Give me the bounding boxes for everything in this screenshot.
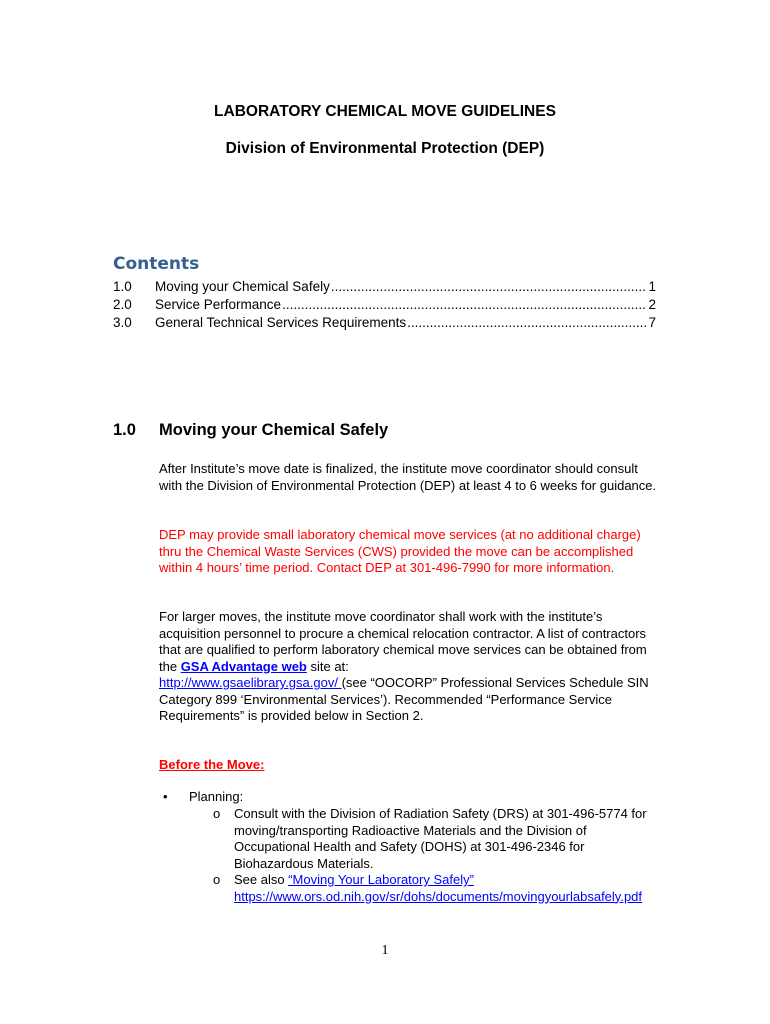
sub-bullet-marker: o — [213, 872, 221, 887]
sub-bullet-drs-dohs: Consult with the Division of Radiation Safety (DRS) at 301-496-5774 for moving/transporting Radioactive Materials and the Division of Occupational Health and Safety (DOHS) at 301-496-2346 for Biohazardous Materials. — [234, 806, 647, 871]
paragraph-dep-services: DEP may provide small laboratory chemical move services (at no additional charge) thru the Chemical Waste Services (CWS) provided the move can be accomplished within 4 hours’ time period. Contact DEP at 301-496-7990 for more information. — [159, 527, 641, 575]
toc-entry-number: 2.0 — [113, 297, 132, 312]
toc-entry-page: 2 — [648, 297, 656, 312]
toc-entry-3[interactable] — [113, 315, 656, 333]
section-title: Moving your Chemical Safely — [159, 421, 389, 439]
toc-entry-label: Moving your Chemical Safely — [155, 279, 330, 294]
paragraph-text: (see “OOCORP” Professional Services Schedule SIN Category 899 ‘Environmental Services’). Recommended “Performance Service Requirements” is provided below in Section 2. — [159, 675, 649, 723]
toc-entry-number: 1.0 — [113, 279, 132, 294]
document-title: LABORATORY CHEMICAL MOVE GUIDELINES — [214, 103, 556, 120]
section-heading — [113, 421, 388, 440]
bullet-planning-label: Planning: — [189, 789, 244, 804]
moving-lab-safely-link[interactable]: “Moving Your Laboratory Safely” — [288, 872, 474, 887]
gsa-library-url-link[interactable]: http://www.gsaelibrary.gsa.gov/ — [159, 675, 342, 690]
toc-entry-label: Service Performance — [155, 297, 282, 312]
toc-entry-1[interactable] — [113, 279, 656, 297]
toc-entry-page: 7 — [648, 315, 656, 330]
toc-entry-number: 3.0 — [113, 315, 132, 330]
toc-heading: Contents — [113, 254, 200, 274]
bullet-marker: • — [163, 789, 168, 804]
toc-entry-label: General Technical Services Requirements — [155, 315, 407, 330]
document-subtitle: Division of Environmental Protection (DEP) — [225, 140, 545, 157]
toc-leader-dots — [282, 297, 647, 312]
sub-bullet-text: See also — [234, 872, 289, 887]
paragraph-text: site at: — [306, 658, 349, 674]
sub-bullet-marker: o — [213, 806, 221, 821]
toc-leader-dots — [407, 315, 647, 330]
toc-entry-page: 1 — [648, 279, 656, 294]
paragraph-intro: After Institute’s move date is finalized, the institute move coordinator should consult with the Division of Environmental Protection (DEP) at least 4 to 6 weeks for guidance. — [159, 461, 657, 493]
toc-entry-2[interactable] — [113, 297, 656, 315]
sub-bullet-see-also — [234, 872, 654, 905]
section-number: 1.0 — [113, 421, 136, 439]
moving-lab-safely-url-link[interactable]: https://www.ors.od.nih.gov/sr/dohs/documents/movingyourlabsafely.pdf — [234, 888, 643, 904]
before-move-heading: Before the Move: — [159, 757, 265, 772]
paragraph-larger-moves — [159, 609, 659, 725]
page-number: 1 — [381, 943, 389, 958]
gsa-advantage-link[interactable]: GSA Advantage web — [180, 658, 307, 674]
toc-leader-dots — [331, 279, 648, 294]
paragraph-text: For larger moves, the institute move coordinator shall work with the institute’s acquisition personnel to procure a chemical relocation contractor. A list of contractors that are qualified to perform laboratory chemical move services can be obtained from the — [159, 609, 647, 674]
